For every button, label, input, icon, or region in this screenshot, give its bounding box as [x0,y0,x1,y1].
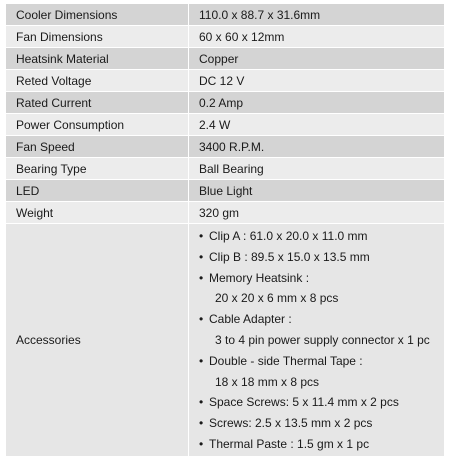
accessory-detail [199,288,444,309]
accessory-item [199,226,444,247]
accessory-item [199,434,444,455]
accessory-text: Cable Adapter : [209,312,292,327]
spec-value: 320 gm [189,202,445,224]
spec-label: Rated Current [6,92,189,114]
spec-label: Fan Speed [6,136,189,158]
spec-row-heatsink-material [6,48,445,70]
spec-row-power-consumption [6,114,445,136]
spec-row-rated-current [6,92,445,114]
bullet-icon: • [199,249,204,264]
accessory-text: Memory Heatsink : [209,270,310,285]
accessory-text: 18 x 18 mm x 8 pcs [215,374,320,389]
spec-row-cooler-dimensions [6,4,445,26]
bullet-icon: • [199,270,204,285]
bullet-icon: • [199,436,204,451]
spec-value: 60 x 60 x 12mm [189,26,445,48]
spec-value: 110.0 x 88.7 x 31.6mm [189,4,445,26]
accessory-text: Screws: 2.5 x 13.5 mm x 2 pcs [209,416,373,431]
spec-label: Bearing Type [6,158,189,180]
accessory-text: Clip B : 89.5 x 15.0 x 13.5 mm [209,249,370,264]
accessory-text: 3 to 4 pin power supply connector x 1 pc [215,332,430,347]
spec-value: Copper [189,48,445,70]
spec-label: Reted Voltage [6,70,189,92]
bullet-icon: • [199,395,204,410]
bullet-icon: • [199,312,204,327]
spec-row-weight [6,202,445,224]
spec-row-fan-dimensions [6,26,445,48]
accessory-item [199,392,444,413]
spec-value: 3400 R.P.M. [189,136,445,158]
accessory-detail [199,330,444,351]
bullet-icon: • [199,353,204,368]
accessory-text: Double - side Thermal Tape : [209,353,363,368]
accessory-item [199,268,444,289]
spec-value: DC 12 V [189,70,445,92]
spec-row-fan-speed [6,136,445,158]
accessories-list [189,224,445,457]
accessory-text: Clip A : 61.0 x 20.0 x 11.0 mm [209,229,368,243]
spec-label: Power Consumption [6,114,189,136]
accessory-text: Space Screws: 5 x 11.4 mm x 2 pcs [209,395,399,410]
spec-row-rated-voltage [6,70,445,92]
spec-row-accessories [6,224,445,457]
spec-label: Accessories [6,224,189,457]
spec-value: Ball Bearing [189,158,445,180]
accessory-detail [199,372,444,393]
spec-row-led [6,180,445,202]
spec-table-body [6,4,445,457]
spec-label: Heatsink Material [6,48,189,70]
bullet-icon: • [199,229,204,243]
accessory-item [199,309,444,330]
spec-label: Cooler Dimensions [6,4,189,26]
spec-row-bearing-type [6,158,445,180]
spec-table [5,3,445,457]
accessory-item [199,413,444,434]
spec-value: 2.4 W [189,114,445,136]
spec-label: Weight [6,202,189,224]
spec-label: Fan Dimensions [6,26,189,48]
spec-value: Blue Light [189,180,445,202]
bullet-icon: • [199,416,204,431]
spec-value: 0.2 Amp [189,92,445,114]
accessory-text: Thermal Paste : 1.5 gm x 1 pc [209,436,370,451]
accessory-item [199,247,444,268]
spec-label: LED [6,180,189,202]
accessory-text: 20 x 20 x 6 mm x 8 pcs [215,291,339,306]
accessory-item [199,351,444,372]
